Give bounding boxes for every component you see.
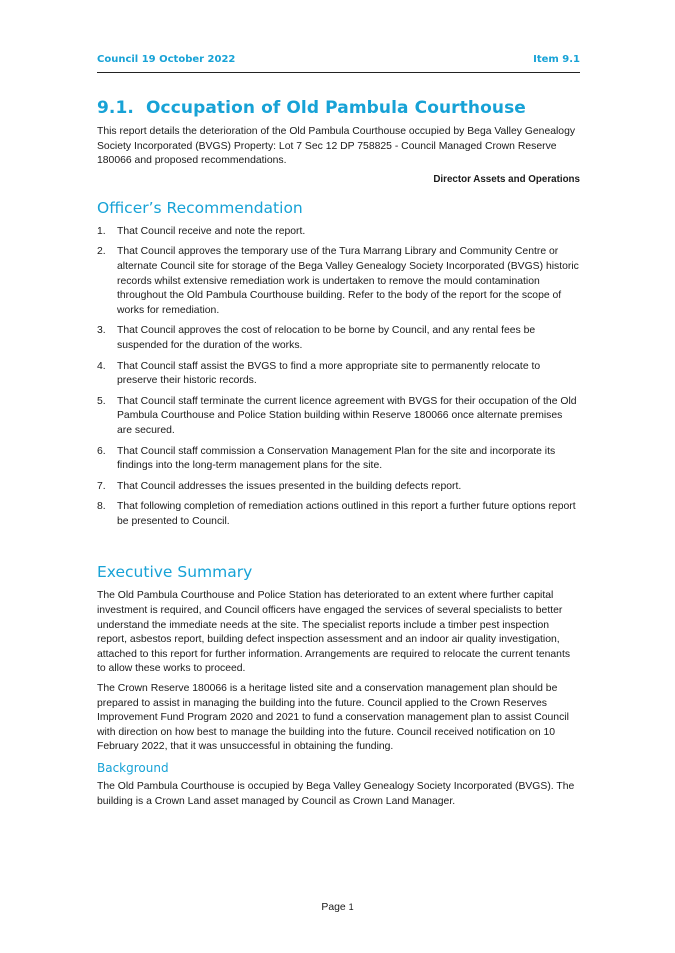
background-heading: Background xyxy=(97,761,169,775)
recommendation-number: 2. xyxy=(97,246,106,258)
report-number: 9.1. xyxy=(97,98,134,118)
recommendation-item xyxy=(97,360,580,389)
recommendation-number: 3. xyxy=(97,325,106,337)
page-number: 1 xyxy=(348,902,354,912)
recommendation-number: 1. xyxy=(97,225,106,237)
recommendation-text: That following completion of remediation actions outlined in this report a further future options report be presented to Council. xyxy=(117,501,576,527)
header-meeting-date: Council 19 October 2022 xyxy=(97,54,236,65)
recommendation-number: 4. xyxy=(97,360,106,372)
recommendation-text: That Council receive and note the report. xyxy=(117,225,306,237)
section-spacer xyxy=(97,535,580,563)
background-paragraph: The Old Pambula Courthouse is occupied by Bega Valley Genealogy Society Incorporated (BVGS). The building is a Crown Land asset managed by Council as Crown Land Manager. xyxy=(97,781,575,807)
page-header xyxy=(97,52,580,70)
report-intro: This report details the deterioration of the Old Pambula Courthouse occupied by Bega Valley Genealogy Society Incorporated (BVGS) Property: Lot 7 Sec 12 DP 758825 - Council Managed Crown Reserve 180066 and proposed recommendations. xyxy=(97,126,576,167)
recommendation-text: That Council staff terminate the current licence agreement with BVGS for their occupation of the Old Pambula Courthouse and Police Station building within Reserve 180066 once alternate premises are secured. xyxy=(117,395,577,436)
report-title-text: Occupation of Old Pambula Courthouse xyxy=(145,98,526,118)
report-author: Director Assets and Operations xyxy=(433,173,580,185)
recommendation-item xyxy=(97,500,580,529)
report-body xyxy=(97,98,580,814)
recommendation-text: That Council staff commission a Conservation Management Plan for the site and incorporate its findings into the long-term management plans for the site. xyxy=(117,445,556,472)
executive-summary-heading: Executive Summary xyxy=(97,563,253,582)
recommendation-list xyxy=(97,225,580,530)
recommendation-text: That Council staff assist the BVGS to find a more appropriate site to permanently relocate to preserve their historic records. xyxy=(117,360,541,387)
recommendation-item xyxy=(97,324,580,353)
recommendation-number: 7. xyxy=(97,480,106,492)
recommendation-item xyxy=(97,225,580,240)
report-title xyxy=(97,98,580,118)
executive-summary-paragraph-2: The Crown Reserve 180066 is a heritage listed site and a conservation management plan should be prepared to assist in managing the building into the future. Council applied to the Crown Reserves Improvement Fund Program 2020 and 2021 to fund a conservation management plan to assist Council with direction on how best to manage the building into the future. Council received notification on 10 February 2022, that it was unsuccessful in obtaining the funding. xyxy=(97,683,569,753)
recommendation-number: 5. xyxy=(97,395,106,407)
page-footer xyxy=(0,902,675,913)
recommendation-number: 8. xyxy=(97,501,106,513)
recommendation-item xyxy=(97,480,580,495)
header-item-number: Item 9.1 xyxy=(533,54,580,65)
recommendation-text: That Council addresses the issues presented in the building defects report. xyxy=(117,480,462,492)
page-label: Page xyxy=(321,902,346,913)
recommendation-text: That Council approves the cost of relocation to be borne by Council, and any rental fees be suspended for the duration of the works. xyxy=(117,325,536,351)
recommendation-text: That Council approves the temporary use of the Tura Marrang Library and Community Centre or alternate Council site for storage of the Bega Valley Genealogy Society Incorporated (BVGS) historic records whilst extensive remediation work is undertaken to remove the mould contamination throughout the Old Pambula Courthouse building. Refer to the body of the report for the scope of works for remediation. xyxy=(117,246,579,316)
recommendation-item xyxy=(97,395,580,439)
executive-summary-paragraph-1: The Old Pambula Courthouse and Police Station has deteriorated to an extent where further capital investment is required, and Council officers have engaged the services of several specialists to better understand the immediate needs at the site. The specialist reports include a timber pest inspection report, asbestos report, building defect inspection assessment and an indoor air quality investigation, attached to this report for further information. Arrangements are required to relocate the current tenants to allow these works to proceed. xyxy=(97,590,571,675)
header-divider xyxy=(97,72,580,73)
recommendation-item xyxy=(97,445,580,474)
recommendation-item xyxy=(97,245,580,318)
recommendation-heading: Officer’s Recommendation xyxy=(97,198,303,217)
recommendation-number: 6. xyxy=(97,445,106,457)
